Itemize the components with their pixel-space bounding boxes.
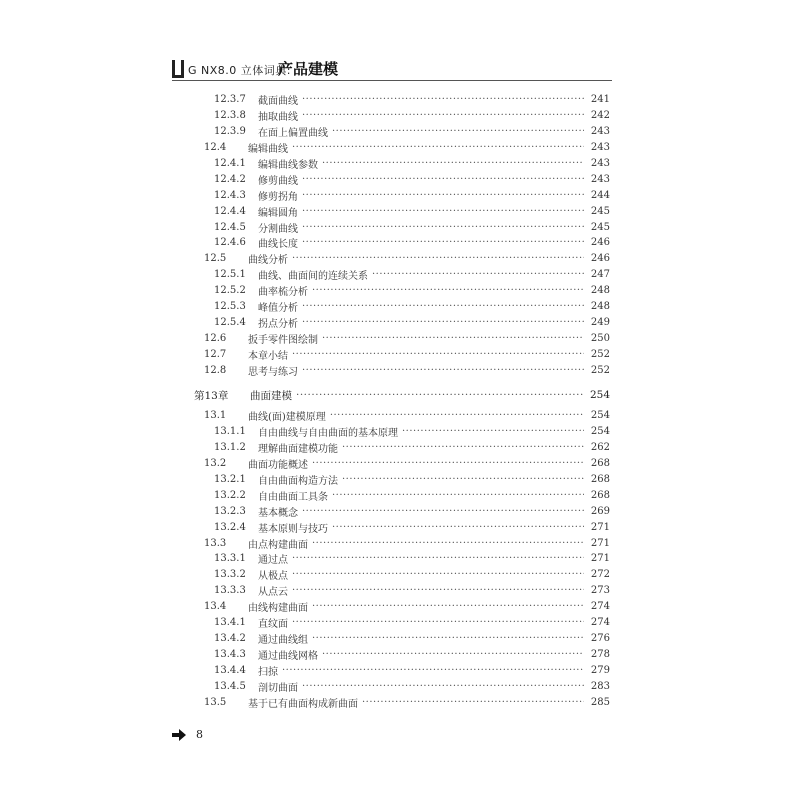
toc-entry	[190, 219, 610, 235]
header-rule	[172, 80, 612, 81]
toc-entry-page: 268	[590, 474, 610, 486]
toc-entry-title: 分割曲线	[258, 223, 298, 235]
dot-leader	[302, 506, 584, 517]
toc-entry-page: 244	[590, 189, 610, 201]
dot-leader	[312, 458, 584, 469]
toc-entry	[190, 646, 610, 662]
toc-entry-number: 12.5	[204, 253, 227, 265]
toc-entry-page: 254	[590, 426, 610, 438]
toc-entry-page: 274	[590, 601, 610, 613]
dot-leader	[302, 206, 584, 217]
toc-entry-title: 由线构建曲面	[248, 603, 308, 615]
toc-entry-page: 246	[590, 253, 610, 265]
toc-entry-title: 扳手零件图绘制	[248, 334, 318, 346]
toc-entry-title: 剖切曲面	[258, 682, 298, 694]
page-footer	[172, 728, 203, 741]
toc-entry	[190, 124, 610, 140]
toc-entry-page: 243	[590, 158, 610, 169]
toc-entry-page: 283	[590, 680, 610, 692]
dot-leader	[332, 522, 584, 533]
toc-entry	[190, 330, 610, 346]
dot-leader	[402, 426, 584, 437]
toc-entry	[190, 156, 610, 172]
toc-entry-number: 12.5.1	[214, 269, 246, 281]
toc-entry-number: 12.4.5	[214, 221, 246, 233]
toc-entry-number: 13.4.1	[214, 617, 246, 629]
toc-entry-number: 13.2.2	[214, 489, 246, 501]
toc-entry-page: 252	[590, 364, 610, 376]
toc-entry	[190, 599, 610, 615]
toc-entry-title: 曲率梳分析	[258, 287, 308, 299]
toc-entry-number: 13.5	[204, 696, 227, 708]
dot-leader	[302, 317, 584, 328]
toc-entry	[190, 314, 610, 330]
toc-entry-page: 243	[590, 173, 610, 185]
toc-entry	[190, 631, 610, 647]
toc-entry-number: 12.8	[204, 364, 227, 376]
toc-entry	[190, 519, 610, 535]
toc-entry-page: 285	[590, 696, 610, 708]
toc-entry-number: 13.4.3	[214, 648, 246, 660]
toc-entry-page: 241	[590, 94, 610, 106]
toc-entry-title: 直纹面	[258, 619, 288, 631]
toc-entry	[190, 583, 610, 599]
toc-entry-title: 由点构建曲面	[248, 539, 308, 551]
toc-entry-title: 曲线长度	[258, 239, 298, 251]
toc-entry-title: 扫掠	[258, 666, 278, 678]
toc-entry-number: 12.3.8	[214, 110, 246, 122]
toc-entry-page: 249	[590, 316, 610, 328]
toc-entry-title: 从极点	[258, 571, 288, 583]
toc-entry	[190, 551, 610, 567]
dot-leader	[282, 665, 584, 676]
dot-leader	[302, 94, 584, 105]
toc-entry-title: 自由曲线与自由曲面的基本原理	[258, 428, 398, 440]
toc-entry-title: 曲线、曲面间的连续关系	[258, 271, 368, 283]
dot-leader	[302, 365, 584, 376]
toc-entry	[190, 678, 610, 694]
toc-entry-page: 268	[590, 489, 610, 501]
toc-entry-page: 248	[590, 285, 610, 297]
toc-entry	[190, 171, 610, 187]
toc-entry-page: 252	[590, 348, 610, 360]
toc-entry-number: 12.4.3	[214, 189, 246, 201]
toc-entry-title: 曲线(面)建模原理	[248, 412, 326, 424]
u-logo-mark	[172, 60, 184, 78]
toc-entry-title: 基本概念	[258, 507, 298, 519]
toc-entry-number: 13.2.1	[214, 474, 246, 486]
dot-leader	[302, 301, 584, 312]
toc-entry	[190, 503, 610, 519]
toc-entry	[190, 108, 610, 124]
toc-entry-title: 通过曲线组	[258, 634, 308, 646]
toc-entry-number: 13.1.2	[214, 442, 246, 454]
toc-entry-page: 254	[590, 410, 610, 422]
toc-entry-title: 截面曲线	[258, 96, 298, 108]
toc-entry-page: 274	[590, 617, 610, 629]
toc-entry-title: 曲线分析	[248, 255, 288, 267]
toc-entry-page: 243	[590, 126, 610, 138]
toc-entry-number: 13.4.2	[214, 632, 246, 644]
dot-leader	[292, 253, 584, 264]
toc-entry	[190, 267, 610, 283]
dot-leader	[292, 617, 584, 628]
dot-leader	[342, 442, 584, 453]
toc-entry-number: 13.2	[204, 458, 227, 470]
toc-entry-number: 12.7	[204, 348, 227, 360]
dot-leader	[330, 410, 584, 421]
dot-leader	[322, 649, 584, 660]
toc-entry-number: 13.4.4	[214, 664, 246, 676]
dot-leader	[292, 569, 584, 580]
toc-entry-page: 268	[590, 458, 610, 470]
toc-entry-page: 271	[590, 521, 610, 533]
toc-entry-title: 基本原则与技巧	[258, 523, 328, 535]
toc-entry-page: 242	[590, 110, 610, 122]
toc-entry-number: 12.4.1	[214, 158, 246, 169]
header-title: 产品建模	[278, 60, 339, 78]
toc-entry-title: 基于已有曲面构成新曲面	[248, 698, 358, 710]
toc-entry-title: 理解曲面建模功能	[258, 444, 338, 456]
toc-entry-title: 曲面功能概述	[248, 460, 308, 472]
dot-leader	[302, 174, 584, 185]
toc-entry-page: 278	[590, 648, 610, 660]
toc-entry-title: 思考与练习	[248, 366, 298, 378]
toc-entry-title: 自由曲面构造方法	[258, 476, 338, 488]
toc-entry-page: 247	[590, 269, 610, 281]
toc-entry-number: 13.1.1	[214, 426, 246, 438]
toc-entry-page: 262	[590, 442, 610, 454]
toc-entry-page: 272	[590, 569, 610, 581]
toc-entry-number: 12.3.9	[214, 126, 246, 138]
toc-chapter-entry	[190, 384, 610, 406]
toc-entry-page: 279	[590, 664, 610, 676]
toc-entry	[190, 472, 610, 488]
dot-leader	[292, 553, 584, 564]
toc-entry-title: 抽取曲线	[258, 112, 298, 124]
toc-entry-number: 13.4	[204, 601, 227, 613]
toc-entry	[190, 408, 610, 424]
toc-entry-page: 273	[590, 585, 610, 597]
dot-leader	[302, 110, 584, 121]
toc-entry-number: 12.5.3	[214, 301, 246, 313]
toc-entry	[190, 535, 610, 551]
toc-entry	[190, 140, 610, 156]
toc-entry-number: 13.4.5	[214, 680, 246, 692]
toc-entry-number: 13.3.1	[214, 553, 246, 565]
toc-entry-title: 修剪拐角	[258, 191, 298, 203]
toc-entry-page: 248	[590, 301, 610, 313]
dot-leader	[302, 237, 584, 248]
toc-entry-title: 编辑曲线	[248, 144, 288, 156]
toc-entry-number: 12.4.2	[214, 173, 246, 185]
toc-entry-number: 13.2.3	[214, 505, 246, 517]
toc-entry	[190, 92, 610, 108]
dot-leader	[322, 333, 584, 344]
toc-entry	[190, 694, 610, 710]
toc-entry-title: 通过点	[258, 555, 288, 567]
toc-entry-number: 13.3.2	[214, 569, 246, 581]
toc-entry-title: 自由曲面工具条	[258, 491, 328, 503]
dot-leader	[302, 222, 584, 233]
toc-entry	[190, 456, 610, 472]
dot-leader	[342, 474, 584, 485]
dot-leader	[372, 269, 584, 280]
table-of-contents	[190, 92, 610, 710]
toc-entry	[190, 299, 610, 315]
toc-entry	[190, 235, 610, 251]
dot-leader	[312, 633, 584, 644]
toc-entry-number: 12.5.2	[214, 285, 246, 297]
toc-entry	[190, 283, 610, 299]
toc-entry	[190, 662, 610, 678]
toc-entry-number: 12.4.4	[214, 205, 246, 217]
toc-entry	[190, 440, 610, 456]
toc-entry	[190, 362, 610, 378]
dot-leader	[332, 126, 584, 137]
toc-entry	[190, 615, 610, 631]
toc-entry-page: 245	[590, 221, 610, 233]
toc-entry-number: 13.3	[204, 537, 227, 549]
arrow-right-icon	[172, 729, 186, 741]
toc-entry	[190, 487, 610, 503]
toc-entry	[190, 346, 610, 362]
dot-leader	[302, 190, 584, 201]
toc-entry-number: 第13章	[194, 389, 229, 402]
toc-entry-number: 12.4	[204, 142, 227, 154]
toc-entry-number: 12.3.7	[214, 94, 246, 106]
dot-leader	[332, 490, 584, 501]
dot-leader	[292, 585, 584, 596]
header-series: G NX8.0 立体词典:	[188, 64, 291, 77]
toc-entry-title: 在面上偏置曲线	[258, 128, 328, 140]
toc-entry-page: 245	[590, 205, 610, 217]
dot-leader	[296, 389, 584, 401]
dot-leader	[302, 681, 584, 692]
toc-entry-number: 13.1	[204, 410, 227, 422]
toc-entry-page: 254	[589, 389, 610, 402]
toc-entry-page: 271	[590, 553, 610, 565]
toc-entry-title: 从点云	[258, 587, 288, 599]
dot-leader	[312, 538, 584, 549]
dot-leader	[312, 285, 584, 296]
toc-entry-title: 修剪曲线	[258, 175, 298, 187]
toc-entry-number: 12.6	[204, 332, 227, 344]
page-number: 8	[196, 728, 203, 741]
page-header	[172, 60, 612, 84]
dot-leader	[312, 601, 584, 612]
toc-entry-page: 243	[590, 142, 610, 154]
toc-entry-page: 250	[590, 332, 610, 344]
dot-leader	[292, 349, 584, 360]
toc-entry-number: 12.4.6	[214, 237, 246, 249]
toc-entry	[190, 187, 610, 203]
toc-entry	[190, 203, 610, 219]
toc-entry	[190, 567, 610, 583]
toc-entry-title: 通过曲线网格	[258, 650, 318, 662]
toc-entry-title: 拐点分析	[258, 318, 298, 330]
toc-entry-page: 276	[590, 632, 610, 644]
toc-entry-number: 13.3.3	[214, 585, 246, 597]
toc-entry-page: 271	[590, 537, 610, 549]
toc-entry-page: 246	[590, 237, 610, 249]
toc-entry-number: 13.2.4	[214, 521, 246, 533]
toc-entry	[190, 251, 610, 267]
toc-entry-title: 峰值分析	[258, 303, 298, 315]
toc-entry	[190, 424, 610, 440]
toc-entry-title: 本章小结	[248, 350, 288, 362]
toc-entry-title: 曲面建模	[250, 389, 292, 402]
toc-entry-title: 编辑圆角	[258, 207, 298, 219]
toc-entry-title: 编辑曲线参数	[258, 160, 318, 171]
toc-entry-number: 12.5.4	[214, 316, 246, 328]
dot-leader	[362, 697, 584, 708]
toc-entry-page: 269	[590, 505, 610, 517]
dot-leader	[292, 142, 584, 153]
dot-leader	[322, 158, 584, 169]
